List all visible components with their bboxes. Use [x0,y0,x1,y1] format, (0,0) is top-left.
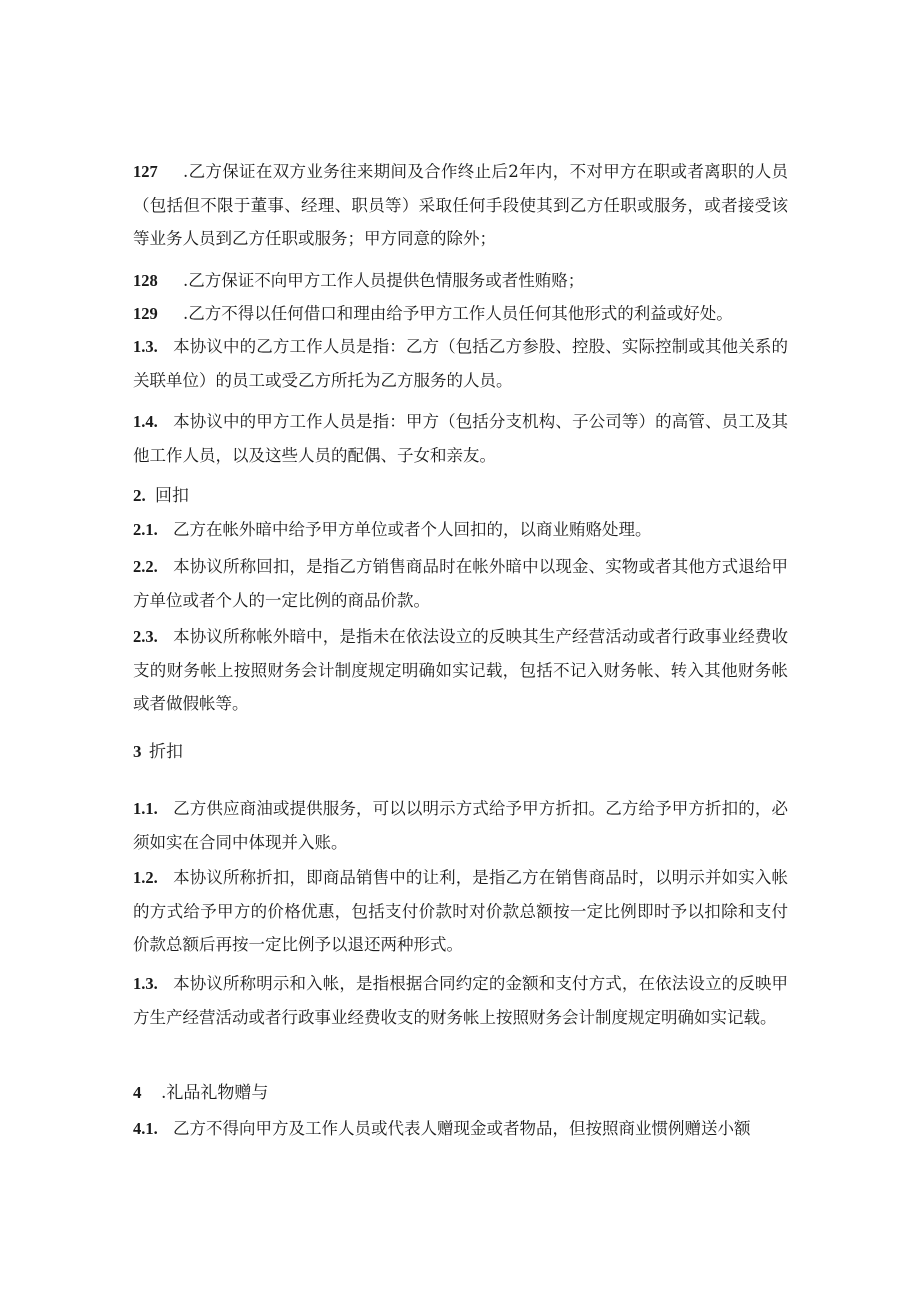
section-heading-kickback [133,479,788,514]
clause-text: 本协议中的乙方工作人员是指：乙方（包括乙方参股、控股、实际控制或其他关系的关联单位）的员工或受乙方所托为乙方服务的人员。 [133,337,788,390]
clause-1-4 [133,405,788,472]
clause-number: 1.4. [133,412,158,431]
section-title: 回扣 [155,486,189,506]
section-number: 4 [133,1083,142,1102]
section-number: 2. [133,486,146,505]
clause-127 [133,155,788,256]
clause-text: 本协议所称帐外暗中，是指未在依法设立的反映其生产经营活动或者行政事业经费收支的财务帐上按照财务会计制度规定明确如实记载，包括不记入财务帐、转入其他财务帐或者做假帐等。 [133,627,788,713]
clause-number: 1.2. [133,868,158,887]
section-heading-discount [133,735,788,770]
clause-3-2 [133,861,788,962]
clause-number: 127 [133,162,158,181]
clause-128 [133,264,788,298]
clause-2-3 [133,620,788,721]
clause-text: 本协议所称折扣，即商品销售中的让利，是指乙方在销售商品时，以明示并如实入帐的方式给予甲方的价格优惠，包括支付价款时对价款总额按一定比例即时予以扣除和支付价款总额后再按一定比例予以退还两种形式。 [133,868,788,954]
clause-text: .乙方保证在双方业务往来期间及合作终止后2年内，不对甲方在职或者离职的人员（包括但不限于董事、经理、职员等）采取任何手段使其到乙方任职或服务，或者接受该等业务人员到乙方任职或服务；甲方同意的除外； [133,162,788,248]
clause-4-1 [133,1112,788,1146]
clause-text: 本协议中的甲方工作人员是指：甲方（包括分支机构、子公司等）的高管、员工及其他工作人员，以及这些人员的配偶、子女和亲友。 [133,412,788,465]
clause-2-2 [133,550,788,617]
clause-text: 乙方在帐外暗中给予甲方单位或者个人回扣的，以商业贿赂处理。 [173,520,652,539]
clause-number: 1.1. [133,799,158,818]
section-title: 折扣 [149,742,183,762]
clause-1-3-staff [133,330,788,397]
clause-number: 4.1. [133,1119,158,1138]
clause-number: 2.1. [133,520,158,539]
clause-text: .乙方保证不向甲方工作人员提供色情服务或者性贿赂； [183,271,585,290]
clause-number: 2.2. [133,557,158,576]
clause-text: .乙方不得以任何借口和理由给予甲方工作人员任何其他形式的利益或好处。 [183,304,733,323]
clause-number: 1.3. [133,337,158,356]
clause-number: 1.3. [133,974,158,993]
section-title: .礼品礼物赠与 [161,1083,269,1103]
clause-text: 乙方供应商油或提供服务，可以以明示方式给予甲方折扣。乙方给予甲方折扣的，必须如实在合同中体现并入账。 [133,799,788,852]
clause-number: 128 [133,271,158,290]
clause-text: 本协议所称回扣，是指乙方销售商品时在帐外暗中以现金、实物或者其他方式退给甲方单位或者个人的一定比例的商品价款。 [133,557,788,610]
clause-number: 2.3. [133,627,158,646]
clause-text: 本协议所称明示和入帐，是指根据合同约定的金额和支付方式，在依法设立的反映甲方生产经营活动或者行政事业经费收支的财务帐上按照财务会计制度规定明确如实记载。 [133,974,788,1027]
clause-2-1 [133,513,788,547]
clause-text: 乙方不得向甲方及工作人员或代表人赠现金或者物品，但按照商业惯例赠送小额 [173,1119,751,1138]
clause-129 [133,297,788,331]
clause-3-3 [133,967,788,1034]
clause-3-1 [133,792,788,859]
section-number: 3 [133,742,142,761]
section-heading-gifts [133,1076,788,1111]
clause-number: 129 [133,304,158,323]
